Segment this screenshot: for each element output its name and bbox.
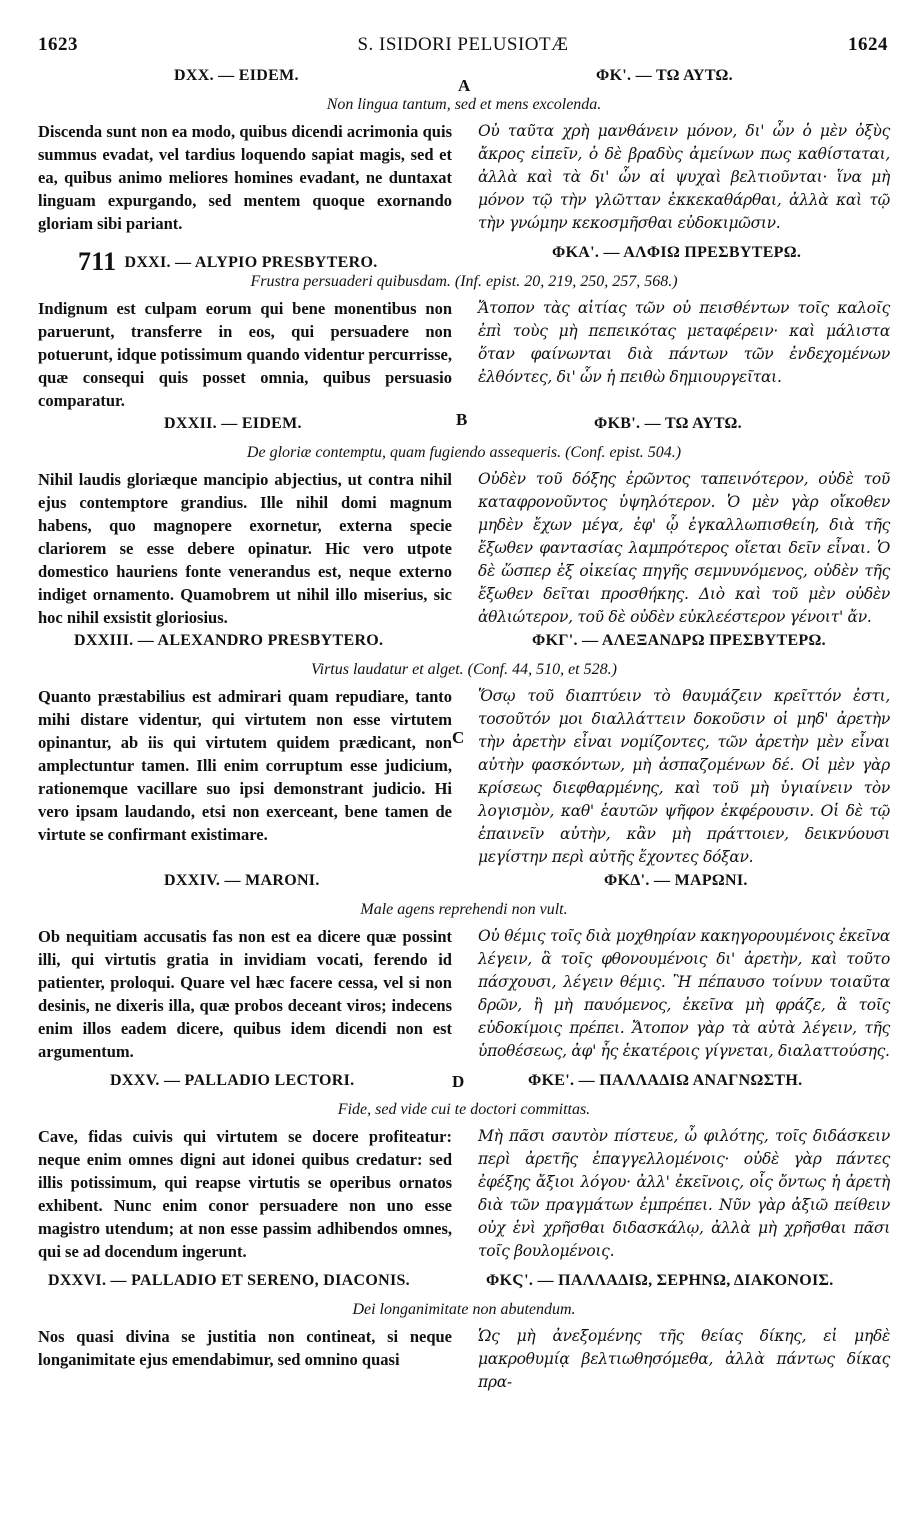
parallel-columns	[38, 468, 890, 629]
section-titles	[38, 1269, 890, 1299]
greek-title: ΦΚϚ'. — ΠΑΛΛΑΔΙΩ, ΣΕΡΗΝΩ, ΔΙΑΚΟΝΟΙΣ.	[486, 1272, 834, 1289]
parallel-columns	[38, 120, 890, 235]
latin-text: Ob nequitiam accusatis fas non est ea dicere quæ possint illi, qui virtutis gratia in invidiam vocati, ferendo id patienter, proloqui. Quare vel hæc facere cessa, vel si non desinis, ne dixeris illa, quæ probos deceant viros; indecens enim illos eadem dicere, quibus idem dicendi non est argumentum.	[38, 927, 452, 1061]
parallel-columns	[38, 685, 890, 869]
greek-title: ΦΚ'. — ΤΩ ΑΥΤΩ.	[596, 67, 733, 84]
section-subtitle: Male agens reprehendi non vult.	[360, 901, 568, 918]
latin-text: Cave, fidas cuivis qui virtutem se docere profiteatur: neque enim omnes digni aut idonei quibus credatur: sed illis potissimum, qui reapse virtutis se operibus ornatos exhibent. Nunc enim conor persuadere non uno esse magistro utendum; at non esse passim adhibendos omnes, qui se ad docendum ingerunt.	[38, 1127, 452, 1261]
section-titles	[38, 64, 890, 94]
page-body	[38, 64, 890, 1394]
greek-text: Οὐ θέμις τοῖς διὰ μοχθηρίαν κακηγορουμένοις ἐκεῖνα λέγειν, ἃ τοῖς φθονουμένοις δι' ἀρετὴν, καὶ τοῦτο πάσχουσι, λέγειν θέμις. Ἢ πέπαυσο τοίνυν τοιαῦτα δρῶν, ἢ μὴ παυόμενος, ἐκεῖνα μὴ φράζε, ἃ τοῖς εὐδοκίμοις πρέπει. Ἄτοπον γὰρ τὰ αὐτὰ λέγειν, τῆς ὑποθέσεως, ἀφ' ἧς ἑκατέροις γίγνεται, διαλαττούσης.	[478, 927, 890, 1060]
section-titles	[38, 869, 890, 899]
section-subtitle: Dei longanimitate non abutendum.	[352, 1301, 576, 1318]
latin-title: DXXIV. — MARONI.	[164, 872, 320, 889]
latin-text: Nihil laudis gloriæque mancipio abjectius, ut contra nihil ejus contemptore grandius. Ille nihil domi magnum habens, quo magnopere exornetur, externa specie clariorem se esse debere opinatur. Hic vero utpote domestico hauriens fonte venerandus est, neque externo indiget ornamento. Quamobrem ut nihil illo miserius, sic hoc nihil exsistit gloriosius.	[38, 470, 452, 627]
latin-title: DXX. — EIDEM.	[174, 67, 299, 84]
section-titles	[38, 412, 890, 442]
epistle-section	[38, 412, 890, 629]
latin-text: Discenda sunt non ea modo, quibus dicendi acrimonia quis summus evadat, vel tardius loquendo sapiat magis, sed et ea, quibus animo meliores homines evadant, ne duntaxat linguam expurgando, sed mentem quoque exornando gloriam sibi pariant.	[38, 122, 452, 233]
greek-title: ΦΚΕ'. — ΠΑΛΛΑΔΙΩ ΑΝΑΓΝΩΣΤΗ.	[528, 1072, 803, 1089]
running-title: S. ISIDORI PELUSIOTÆ	[357, 34, 569, 55]
latin-title: DXXVI. — PALLADIO ET SERENO, DIACONIS.	[48, 1272, 410, 1289]
section-subtitle: Non lingua tantum, sed et mens excolenda.	[326, 96, 602, 113]
epistle-section	[38, 869, 890, 1063]
epistle-section	[38, 241, 890, 412]
page-header	[38, 34, 888, 64]
right-page-number: 1624	[848, 34, 888, 55]
parallel-columns	[38, 925, 890, 1063]
column-number: 711	[78, 247, 117, 276]
latin-text: Quanto præstabilius est admirari quam repudiare, tanto mihi distare videntur, qui virtutem non esse virtutem opinantur, ab iis qui virtutem quidem prædicant, non amplectuntur tamen. Illi enim corruptum esse judicium, rationemque vacillare suo ipsi demonstrant judicio. Hi vero ipsam laudando, etsi non exerceant, bene tamen de virtute se confirmant existimare.	[38, 687, 452, 844]
epistle-section	[38, 64, 890, 235]
left-page-number: 1623	[38, 34, 78, 55]
margin-letter-b: B	[456, 410, 468, 429]
latin-text: Indignum est culpam eorum qui bene monentibus non paruerunt, transferre in eos, qui persuadere non potuerunt, idque potissimum quando videntur percurrisse, quæ consequi quis posset omnia, quibus persuasio comparatur.	[38, 299, 452, 410]
parallel-columns	[38, 297, 890, 412]
latin-title: DXXIII. — ALEXANDRO PRESBYTERO.	[74, 632, 384, 649]
epistle-section	[38, 629, 890, 869]
greek-text: Ἄτοπον τὰς αἰτίας τῶν οὐ πεισθέντων τοῖς καλοῖς ἐπὶ τοὺς μὴ πεπεικότας μεταφέρειν· καὶ μάλιστα ὅταν φαίνωνται διὰ πάντων τῶν ἐνδεχομένων ἐλθόντες, δι' ὧν ἡ πειθὼ δημιουργεῖται.	[478, 299, 890, 386]
greek-text: Οὐδὲν τοῦ δόξης ἐρῶντος ταπεινότερον, οὐδὲ τοῦ καταφρονοῦντος ὑψηλότερον. Ὁ μὲν γὰρ οἴκοθεν μηδὲν ἔχων μέγα, ἐφ' ᾧ ἐγκαλλωπισθείη, διὰ τῆς ἔξωθεν φαντασίας λαμπρότερος οἴεται δεῖν εἶναι. Ὁ δὲ ὥσπερ ἐξ οἰκείας πηγῆς σεμνυνόμενος, οὐδὲν τῆς ἔξωθεν δεῖται προσθήκης. Διὸ καὶ τοῦ μὲν οὐδὲν ἀθλιώτερον, τοῦ δὲ οὐδὲν εὐκλεέστερον γένοιτ' ἄν.	[478, 470, 890, 626]
margin-letter-a: A	[458, 76, 471, 95]
section-titles	[38, 1069, 890, 1099]
greek-title: ΦΚΒ'. — ΤΩ ΑΥΤΩ.	[594, 415, 742, 432]
epistle-section	[38, 1269, 890, 1394]
latin-title: DXXV. — PALLADIO LECTORI.	[110, 1072, 355, 1089]
epistle-section	[38, 1069, 890, 1263]
margin-letter-c: C	[452, 728, 465, 747]
margin-letter-d: D	[452, 1072, 465, 1091]
section-subtitle: De gloriæ contemptu, quam fugiendo assequeris. (Conf. epist. 504.)	[246, 444, 682, 461]
section-titles	[38, 241, 890, 276]
latin-title: DXXII. — EIDEM.	[164, 415, 302, 432]
greek-text: Ὅσῳ τοῦ διαπτύειν τὸ θαυμάζειν κρεῖττόν ἐστι, τοσοῦτόν μοι διαλλάττειν δοκοῦσιν οἱ μηδ' ἀρετὴν τὴν ἀρετὴν εἶναι νομίζοντες, τῶν ἀρετὴν μὲν εἶναι αὐτὴν φασκόντων, μὴ ἀσπαζομένων δέ. Οἱ μὲν γὰρ κρίσεως διεφθαρμένης, καὶ τοῦ μὴ ὑγιαίνειν τὸν λογισμὸν, καθ' ἑαυτῶν ψῆφον ἐκφέρουσιν. Οἱ δὲ τῷ ἐπαινεῖν αὐτὴν, κἂν μὴ πράττοιεν, δεικνύουσι μεγίστην περὶ αὐτῆς ἔχοντες δόξαν.	[478, 687, 890, 866]
parallel-columns	[38, 1125, 890, 1263]
latin-title-wrap	[78, 244, 378, 274]
greek-title: ΦΚΓ'. — ΑΛΕΞΑΝΔΡΩ ΠΡΕΣΒΥΤΕΡΩ.	[532, 632, 826, 649]
section-subtitle: Frustra persuaderi quibusdam. (Inf. epist. 20, 219, 250, 257, 568.)	[250, 273, 678, 290]
parallel-columns	[38, 1325, 890, 1394]
latin-text: Nos quasi divina se justitia non contineat, si neque longanimitate ejus emendabimur, sed omnino quasi	[38, 1327, 452, 1369]
section-subtitle: Fide, sed vide cui te doctori committas.	[337, 1101, 591, 1118]
greek-title: ΦΚΑ'. — ΑΛΦΙΩ ΠΡΕΣΒΥΤΕΡΩ.	[552, 244, 802, 261]
greek-text: Μὴ πᾶσι σαυτὸν πίστευε, ὦ φιλότης, τοῖς διδάσκειν περὶ ἀρετῆς ἐπαγγελλομένοις· οὐδὲ γὰρ πάντες ἐφέξης ἄξιοι λόγου· ἀλλ' ἐκεῖνοις, οἷς ὄντως ἡ ἀρετὴ διὰ τῶν πραγμάτων ἐμπρέπει. Νῦν γὰρ ἀξιῶ πείθειν οὐχ ἑνὶ χρῆσθαι διδασκάλῳ, ἀλλὰ μὴ χρῆσθαι πᾶσι τοῖς βουλομένοις.	[478, 1127, 890, 1260]
greek-text: Ὡς μὴ ἀνεξομένης τῆς θείας δίκης, εἰ μηδὲ μακροθυμίᾳ βελτιωθησόμεθα, ἀλλὰ πάντως δίκας πρα-	[478, 1327, 890, 1391]
greek-text: Οὐ ταῦτα χρὴ μανθάνειν μόνον, δι' ὧν ὁ μὲν ὀξὺς ἄκρος εἰπεῖν, ὁ δὲ βραδὺς ἀμείνων πως καθίσταται, ἀλλὰ καὶ τὰ δι' ὧν αἱ ψυχαὶ βελτιοῦνται· ἵνα μὴ μόνον τῷ τὴν γλῶτταν ἐκκεκαθάρθαι, ἀλλὰ καὶ τῷ τὴν γνώμην κεκοσμῆσθαι εὐδοκιμῶσιν.	[478, 122, 890, 232]
greek-title: ΦΚΔ'. — ΜΑΡΩΝΙ.	[604, 872, 748, 889]
section-subtitle: Virtus laudatur et alget. (Conf. 44, 510, et 528.)	[311, 661, 617, 678]
section-titles	[38, 629, 890, 659]
latin-title: DXXI. — ALYPIO PRESBYTERO.	[124, 254, 378, 271]
